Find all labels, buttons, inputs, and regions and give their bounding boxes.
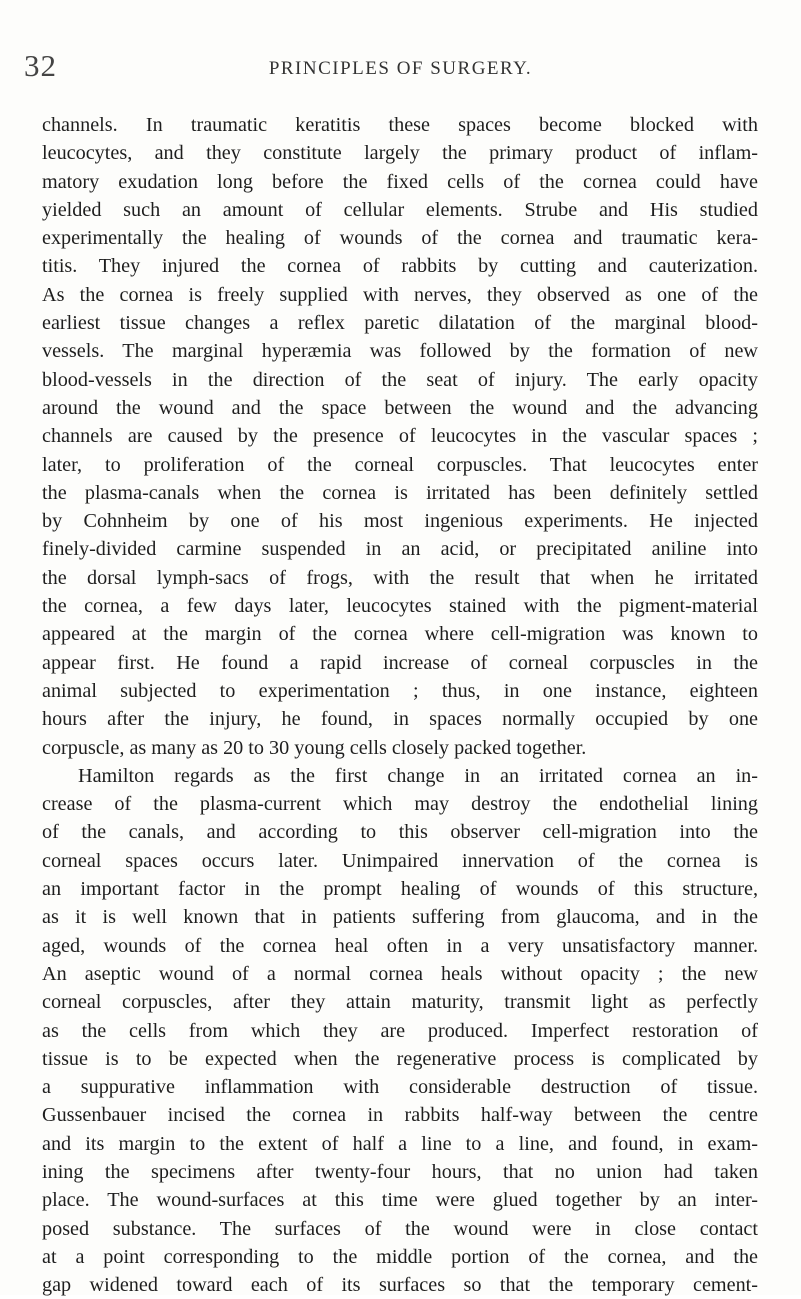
text-line: appeared at the margin of the cornea where cell-migration was known to (42, 623, 758, 646)
text-line: later, to proliferation of the corneal corpuscles. That leucocytes enter (42, 453, 758, 476)
text-line: ining the specimens after twenty-four hours, that no union had taken (42, 1160, 758, 1183)
text-line: corneal corpuscles, after they attain maturity, transmit light as perfectly (42, 991, 758, 1014)
text-line: An aseptic wound of a normal cornea heals without opacity ; the new (42, 962, 758, 985)
text-line: around the wound and the space between the wound and the advancing (42, 396, 758, 419)
text-line: gap widened toward each of its surfaces so that the temporary cement- (42, 1274, 758, 1297)
text-line: aged, wounds of the cornea heal often in a very unsatisfactory manner. (42, 934, 758, 957)
text-line: place. The wound-surfaces at this time were glued together by an inter- (42, 1189, 758, 1212)
body-text (42, 111, 758, 1299)
running-head: PRINCIPLES OF SURGERY. (268, 58, 533, 79)
text-line: corpuscle, as many as 20 to 30 young cells closely packed together. (42, 736, 587, 759)
text-line: finely-divided carmine suspended in an acid, or precipitated aniline into (42, 538, 758, 561)
text-line: the plasma-canals when the cornea is irritated has been definitely settled (42, 481, 758, 504)
text-line: As the cornea is freely supplied with nerves, they observed as one of the (42, 283, 758, 306)
text-line: Gussenbauer incised the cornea in rabbits half-way between the centre (42, 1104, 758, 1127)
text-line: at a point corresponding to the middle portion of the cornea, and the (42, 1245, 758, 1268)
text-line: and its margin to the extent of half a line to a line, and found, in exam- (42, 1132, 758, 1155)
text-line: by Cohnheim by one of his most ingenious experiments. He injected (42, 510, 758, 533)
text-line: posed substance. The surfaces of the wound were in close contact (42, 1217, 758, 1240)
text-line: as it is well known that in patients suffering from glaucoma, and in the (42, 906, 758, 929)
text-line: the cornea, a few days later, leucocytes stained with the pigment-material (42, 595, 758, 618)
text-line: as the cells from which they are produced. Imperfect restoration of (42, 1019, 758, 1042)
text-line: earliest tissue changes a reflex paretic dilatation of the marginal blood- (42, 312, 758, 335)
text-line: channels are caused by the presence of leucocytes in the vascular spaces ; (42, 425, 758, 448)
text-line: matory exudation long before the fixed cells of the cornea could have (42, 170, 758, 193)
text-line: hours after the injury, he found, in spaces normally occupied by one (42, 708, 758, 731)
text-line: the dorsal lymph-sacs of frogs, with the result that when he irritated (42, 566, 758, 589)
text-line: experimentally the healing of wounds of the cornea and traumatic kera- (42, 227, 758, 250)
text-line: a suppurative inflammation with considerable destruction of tissue. (42, 1076, 758, 1099)
text-line: blood-vessels in the direction of the seat of injury. The early opacity (42, 368, 758, 391)
text-line: vessels. The marginal hyperæmia was followed by the formation of new (42, 340, 758, 363)
text-line: an important factor in the prompt healing of wounds of this structure, (42, 878, 758, 901)
page-number: 32 (24, 48, 57, 83)
text-line: of the canals, and according to this observer cell-migration into the (42, 821, 758, 844)
text-line: titis. They injured the cornea of rabbits by cutting and cauterization. (42, 255, 758, 278)
text-line: yielded such an amount of cellular elements. Strube and His studied (42, 198, 758, 221)
text-line: corneal spaces occurs later. Unimpaired innervation of the cornea is (42, 849, 758, 872)
text-line: appear first. He found a rapid increase of corneal corpuscles in the (42, 651, 758, 674)
text-line: Hamilton regards as the first change in an irritated cornea an in- (78, 764, 758, 787)
text-line: channels. In traumatic keratitis these spaces become blocked with (42, 114, 758, 136)
text-line: leucocytes, and they constitute largely the primary product of inflam- (42, 142, 758, 165)
text-line: crease of the plasma-current which may destroy the endothelial lining (42, 793, 758, 816)
text-line: tissue is to be expected when the regenerative process is complicated by (42, 1047, 758, 1070)
text-line: animal subjected to experimentation ; thus, in one instance, eighteen (42, 679, 758, 702)
page-header (0, 48, 801, 88)
